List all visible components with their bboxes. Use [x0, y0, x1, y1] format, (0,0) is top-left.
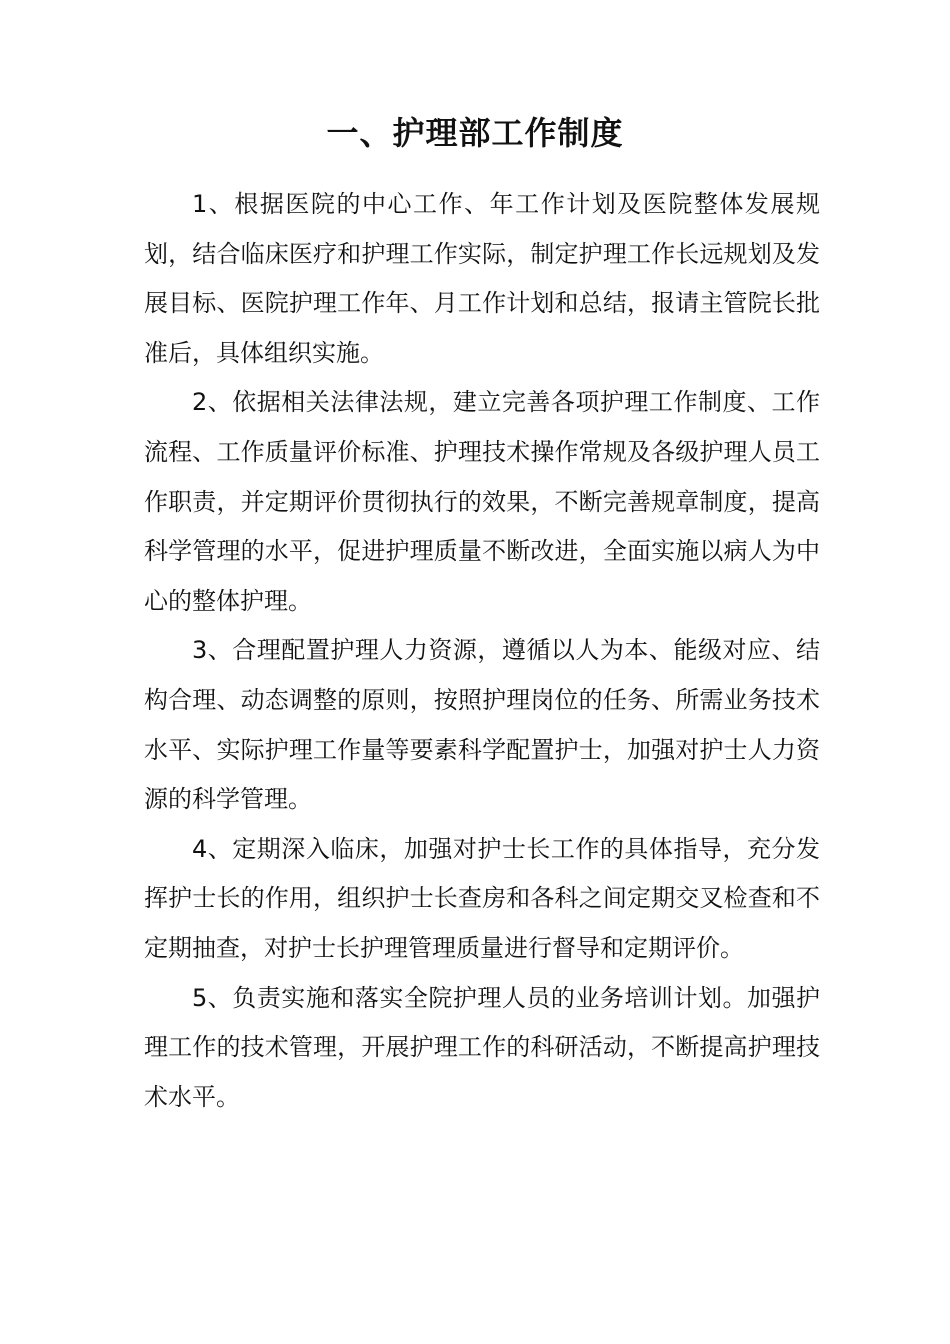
paragraph-4: 4、定期深入临床，加强对护士长工作的具体指导，充分发挥护士长的作用，组织护士长查房和各科之间定期交叉检查和不定期抽查，对护士长护理管理质量进行督导和定期评价。 — [144, 834, 820, 962]
document-title: 一、护理部工作制度 — [326, 114, 624, 152]
paragraph-5: 5、负责实施和落实全院护理人员的业务培训计划。加强护理工作的技术管理，开展护理工作的科研活动，不断提高护理技术水平。 — [144, 983, 820, 1111]
paragraph-2: 2、依据相关法律法规，建立完善各项护理工作制度、工作流程、工作质量评价标准、护理技术操作常规及各级护理人员工作职责，并定期评价贯彻执行的效果，不断完善规章制度，提高科学管理的水平，促进护理质量不断改进，全面实施以病人为中心的整体护理。 — [144, 388, 820, 615]
paragraph-3: 3、合理配置护理人力资源，遵循以人为本、能级对应、结构合理、动态调整的原则，按照护理岗位的任务、所需业务技术水平、实际护理工作量等要素科学配置护士，加强对护士人力资源的科学管理。 — [144, 636, 820, 814]
paragraph-1: 1、根据医院的中心工作、年工作计划及医院整体发展规划，结合临床医疗和护理工作实际，制定护理工作长远规划及发展目标、医院护理工作年、月工作计划和总结，报请主管院长批准后，具体组织实施。 — [144, 190, 820, 367]
document-body — [144, 180, 820, 1122]
